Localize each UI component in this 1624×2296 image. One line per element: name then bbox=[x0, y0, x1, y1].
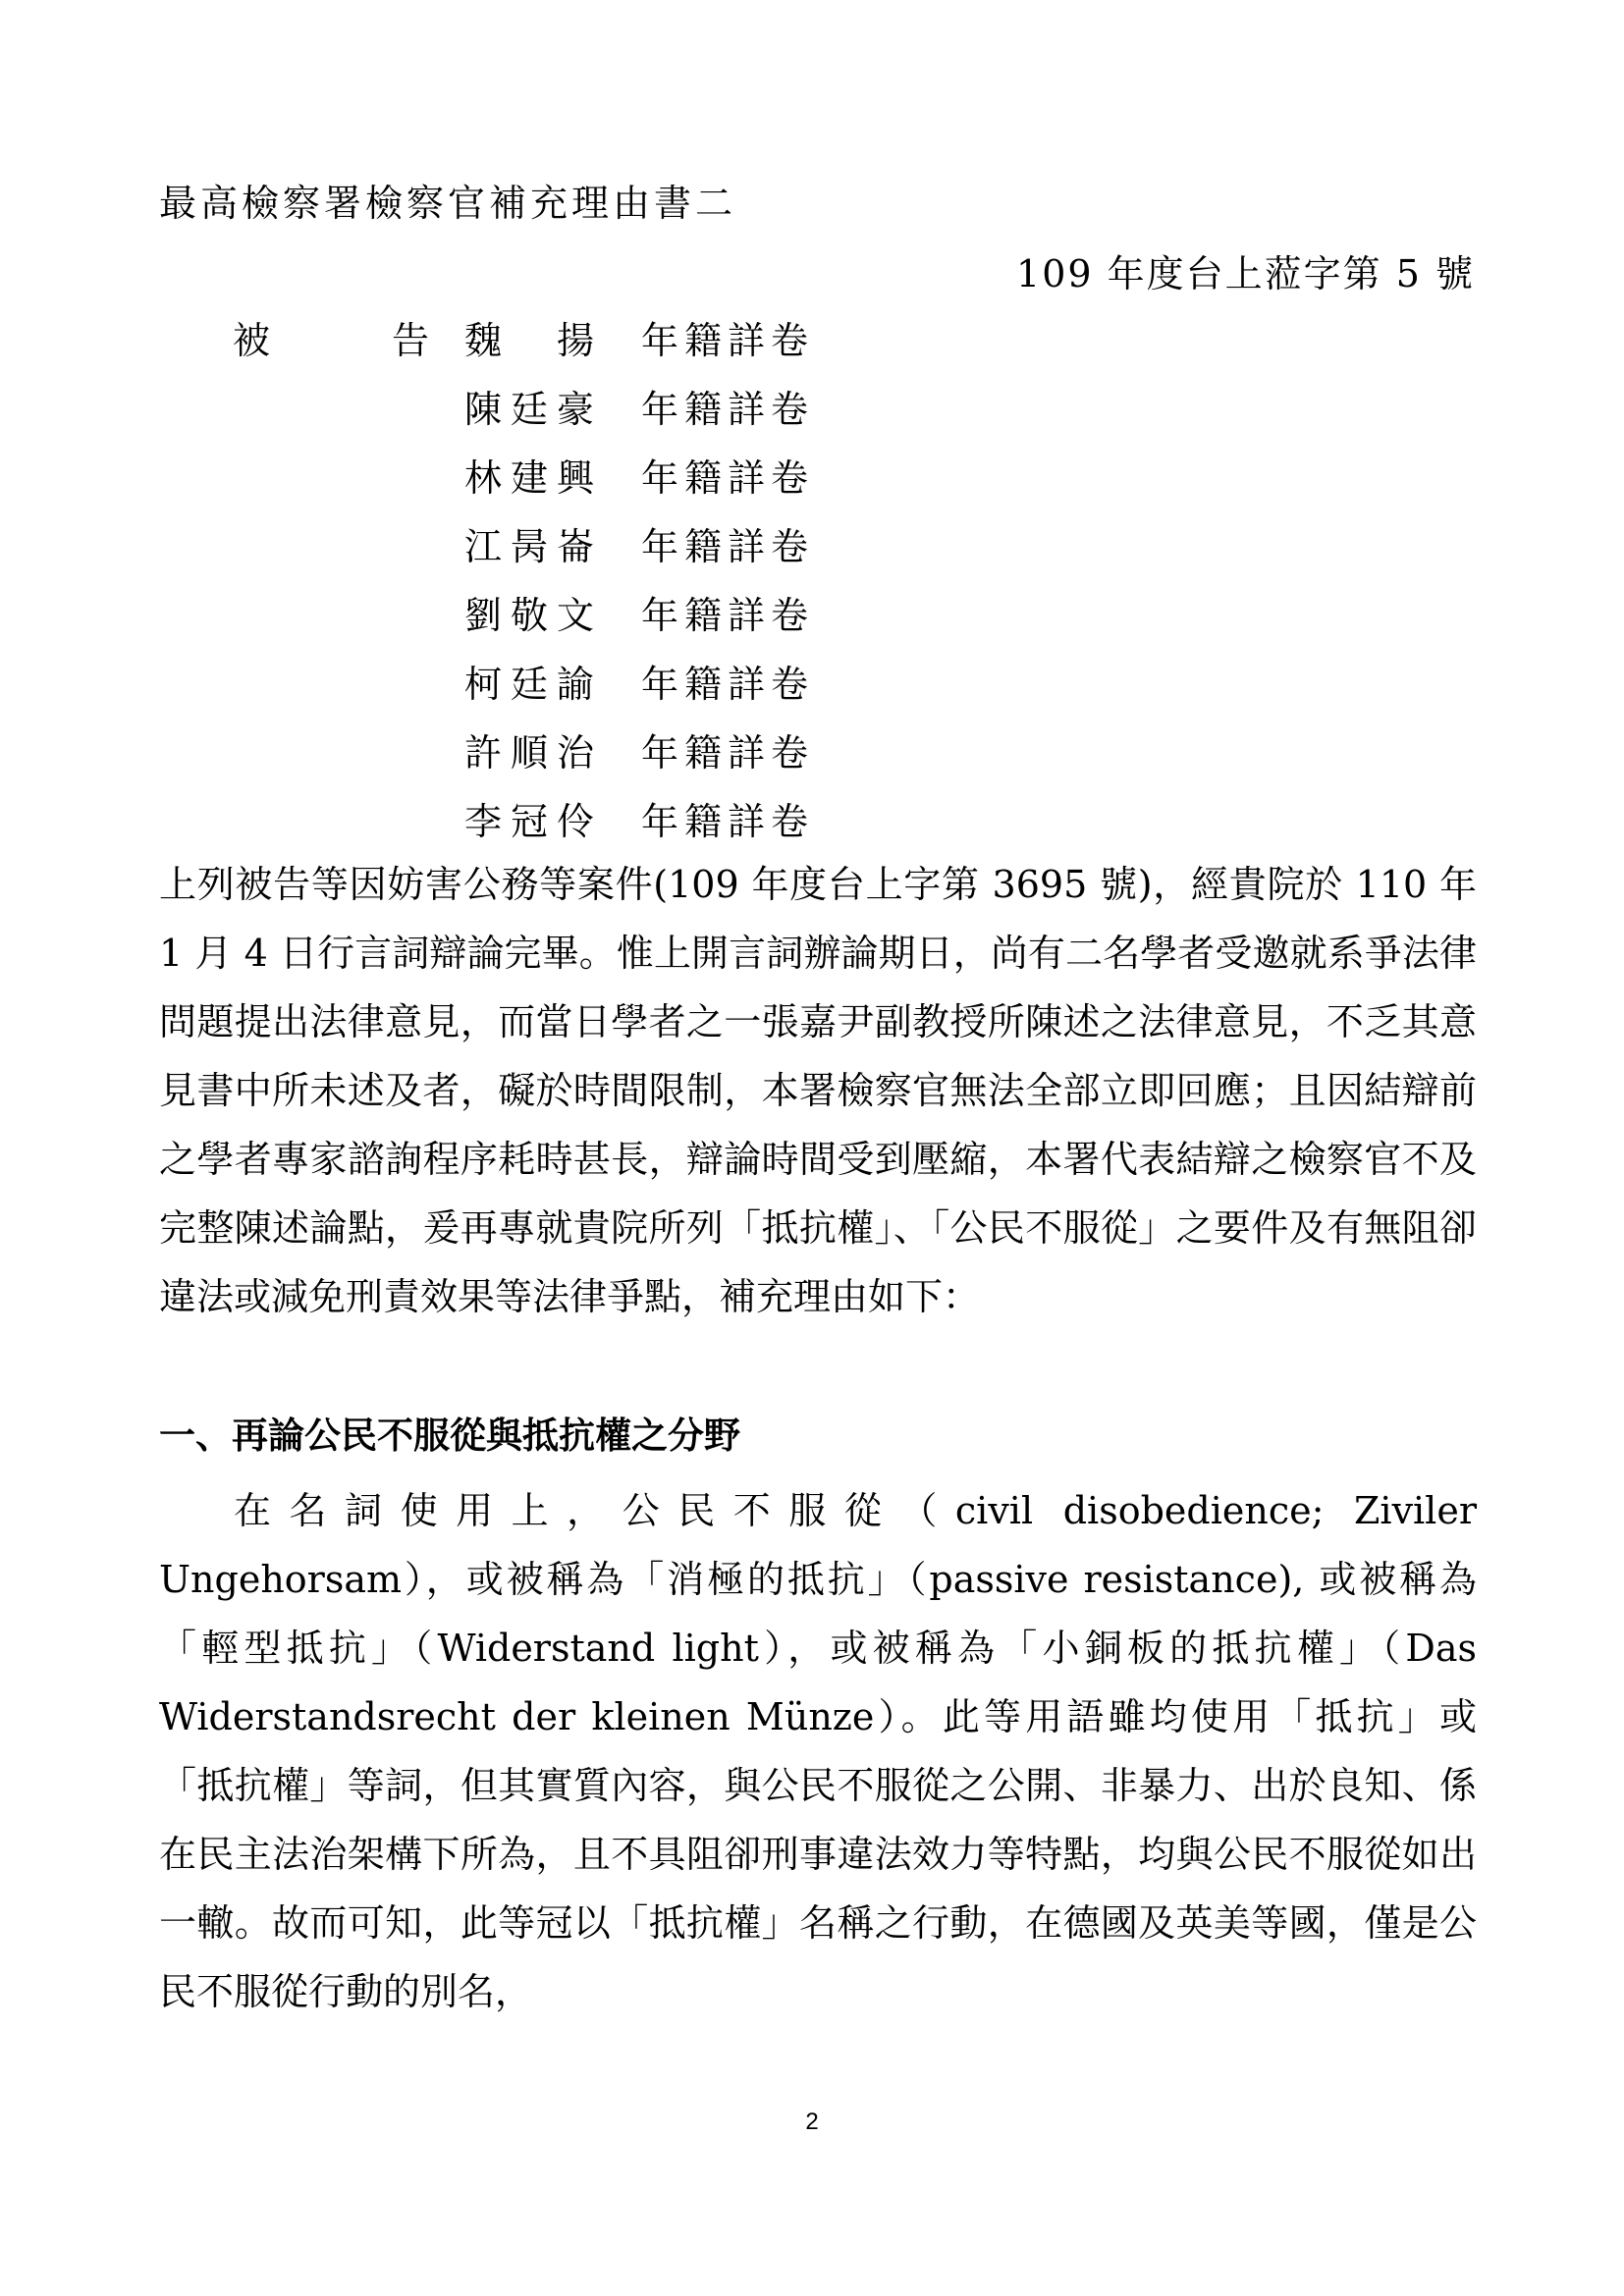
defendant-info: 年籍詳卷 bbox=[641, 663, 815, 706]
section-heading: 一、再論公民不服從與抵抗權之分野 bbox=[159, 1415, 740, 1457]
defendant-name: 李 冠 伶 bbox=[464, 800, 594, 843]
defendant-row-1 bbox=[233, 310, 920, 379]
defendant-name: 江 昺 崙 bbox=[464, 525, 594, 568]
defendant-row-5 bbox=[233, 585, 920, 654]
defendant-info: 年籍詳卷 bbox=[641, 319, 815, 362]
defendant-row-4 bbox=[233, 516, 920, 585]
defendant-info: 年籍詳卷 bbox=[641, 456, 815, 500]
page-number: 2 bbox=[805, 2109, 819, 2135]
intro-paragraph: 上列被告等因妨害公務等案件(109 年度台上字第 3695 號)，經貴院於 110 年 1 月 4 日行言詞辯論完畢。惟上開言詞辦論期日，尚有二名學者受邀就系爭法律問題提出法律意見，而當日學者之一張嘉尹副教授所陳述之法律意見，不乏其意見書中所未述及者，礙於時間限制，本署檢察官無法全部立即回應；且因結辯前之學者專家諮詢程序耗時甚長，辯論時間受到壓縮，本署代表結辯之檢察官不及完整陳述論點，爰再專就貴院所列「抵抗權」、「公民不服從」之要件及有無阻卻違法或減免刑責效果等法律爭點，補充理由如下： bbox=[159, 863, 1477, 1318]
case-number: 109 年度台上蒞字第 5 號 bbox=[1016, 252, 1475, 295]
defendant-info: 年籍詳卷 bbox=[641, 800, 815, 843]
defendant-row-3 bbox=[233, 448, 920, 516]
defendant-info: 年籍詳卷 bbox=[641, 731, 815, 774]
defendant-info: 年籍詳卷 bbox=[641, 388, 815, 431]
document-title: 最高檢察署檢察官補充理由書二 bbox=[159, 182, 737, 225]
defendant-row-2 bbox=[233, 379, 920, 448]
defendant-name: 陳 廷 豪 bbox=[464, 388, 594, 431]
body-paragraph: 在名詞使用上，公民不服從（civil disobedience; Ziviler Ungehorsam），或被稱為「消極的抵抗」（passive resistance), 或被稱為「輕型抵抗」（Widerstand light），或被稱為「小銅板的抵抗權」（Das Widerstandsrecht der kleinen Münze）。此等用語雖均使用「抵抗」或「抵抗權」等詞，但其實質內容，與公民不服從之公開、非暴力、出於良知、係在民主法治架構下所為，且不具阻卻刑事違法效力等特點，均與公民不服從如出一轍。故而可知，此等冠以「抵抗權」名稱之行動，在德國及英美等國，僅是公民不服從行動的別名， bbox=[159, 1489, 1477, 2013]
defendant-name: 劉 敬 文 bbox=[464, 594, 594, 637]
defendants-list bbox=[233, 310, 920, 860]
defendant-name: 柯 廷 諭 bbox=[464, 663, 594, 706]
defendant-name: 林 建 興 bbox=[464, 456, 594, 500]
defendant-name: 許 順 治 bbox=[464, 731, 594, 774]
defendant-info: 年籍詳卷 bbox=[641, 594, 815, 637]
defendant-row-7 bbox=[233, 722, 920, 791]
defendant-role-label: 被 告 bbox=[233, 319, 429, 362]
defendant-row-6 bbox=[233, 654, 920, 722]
defendant-name: 魏 揚 bbox=[464, 319, 594, 362]
defendant-info: 年籍詳卷 bbox=[641, 525, 815, 568]
